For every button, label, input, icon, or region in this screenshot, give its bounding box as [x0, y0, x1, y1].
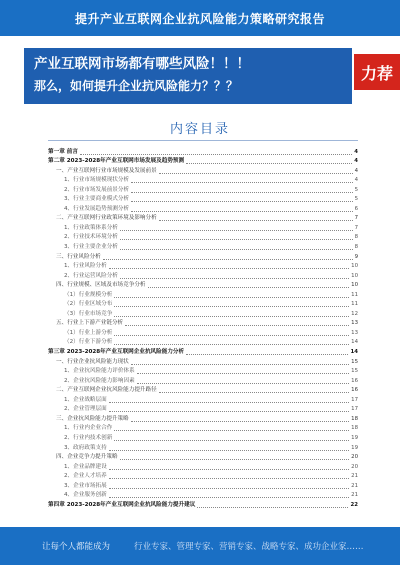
toc-entry-page: 21: [351, 482, 358, 489]
recommend-badge: [354, 54, 400, 90]
toc-entry-page: 13: [351, 329, 358, 336]
toc-entry[interactable]: [48, 175, 358, 185]
toc-entry-page: 4: [354, 167, 358, 174]
footer-roles: 行业专家、管理专家、营销专家、战略专家、成功企业家……: [134, 542, 364, 552]
toc-leader-dots: [120, 278, 349, 279]
toc-entry-title: 2、企业人才培养: [64, 473, 107, 480]
toc-entry-title: （2）行业区域分布: [64, 301, 113, 308]
toc-entry[interactable]: [48, 232, 358, 242]
toc-entry-title: 1、行业风险分析: [64, 263, 107, 270]
toc-leader-dots: [120, 239, 353, 240]
toc-entry-title: （1）行业规模分析: [64, 291, 113, 298]
toc-leader-dots: [114, 306, 349, 307]
toc-entry-title: 2、行业技术环境分析: [64, 234, 118, 241]
toc-entry-page: 17: [351, 406, 358, 413]
toc-entry[interactable]: [48, 251, 358, 261]
toc-entry[interactable]: [48, 318, 358, 328]
toc-leader-dots: [120, 459, 350, 460]
toc-entry-page: 14: [350, 349, 358, 356]
toc-entry-title: 四、企业竞争力提升策略: [56, 454, 118, 461]
toc-entry-title: 二、产业互联网行业政策环境及影响分析: [56, 215, 157, 222]
toc-leader-dots: [131, 211, 352, 212]
recommend-badge-text: 力荐: [360, 63, 393, 83]
toc-entry-title: 1、企业战略层面: [64, 396, 107, 403]
toc-entry-page: 11: [351, 291, 358, 298]
toc-entry-title: 2、企业抗风险能力影响因素: [64, 377, 135, 384]
toc-entry-title: 第一章 前言: [48, 148, 78, 155]
toc-entry[interactable]: [48, 213, 358, 223]
toc-entry-title: 三、行业风险分析: [56, 253, 101, 260]
toc-entry-page: 10: [351, 263, 358, 270]
toc-entry-page: 18: [351, 425, 358, 432]
report-header-bar: [0, 0, 400, 36]
toc-entry-title: 1、行业政策体系分析: [64, 224, 118, 231]
toc-entry-title: 2、行业内技术创新: [64, 434, 113, 441]
toc-entry[interactable]: [48, 165, 358, 175]
toc-entry-page: 19: [351, 434, 358, 441]
toc-leader-dots: [131, 192, 352, 193]
toc-leader-dots: [114, 297, 349, 298]
toc-leader-dots: [109, 488, 349, 489]
toc-entry[interactable]: [48, 299, 358, 309]
toc-entry-page: 8: [354, 234, 358, 241]
toc-entry-page: 4: [354, 148, 358, 155]
toc-entry[interactable]: [48, 461, 358, 471]
toc-entry[interactable]: [48, 261, 358, 271]
toc-title: 内容目录: [169, 122, 230, 137]
toc-leader-dots: [109, 478, 349, 479]
toc-entry-title: 4、行业发展趋势预测分析: [64, 205, 130, 212]
toc-entry-page: 12: [351, 310, 358, 317]
toc-entry-page: 7: [354, 224, 358, 231]
footer-slogan: 让每个人都能成为: [42, 542, 111, 552]
toc-entry-page: 20: [351, 463, 358, 470]
toc-entry[interactable]: [48, 184, 358, 194]
toc-entry-title: 一、行业企业抗风险能力现状: [56, 358, 129, 365]
toc-entry-title: 第二章 2023-2028年产业互联网市场发展及趋势预测: [48, 158, 185, 165]
toc-entry-title: 四、行业规模、区域及市场竞争分析: [56, 282, 146, 289]
toc-entry-page: 15: [351, 358, 358, 365]
toc-entry[interactable]: [48, 366, 358, 376]
report-title: 提升产业互联网企业抗风险能力策略研究报告: [74, 11, 325, 26]
toc-entry[interactable]: [48, 241, 358, 251]
toc-entry[interactable]: [48, 203, 358, 213]
toc-leader-dots: [131, 182, 352, 183]
toc-entry-page: 16: [351, 387, 358, 394]
toc-entry-page: 6: [354, 205, 358, 212]
toc-entry-title: （3）行业市场竞争: [64, 310, 113, 317]
toc-leader-dots: [125, 325, 349, 326]
toc-entry[interactable]: [48, 442, 358, 452]
toc-entry[interactable]: [48, 356, 358, 366]
toc-entry[interactable]: [48, 480, 358, 490]
toc-entry[interactable]: [48, 452, 358, 462]
toc-leader-dots: [159, 392, 349, 393]
toc-entry-page: 8: [354, 244, 358, 251]
toc-entry-title: 3、行业主要商业模式分析: [64, 196, 130, 203]
toc-leader-dots: [120, 230, 353, 231]
toc-entry-page: 4: [354, 177, 358, 184]
toc-leader-dots: [186, 163, 352, 164]
toc-entry[interactable]: [48, 394, 358, 404]
toc-leader-dots: [114, 335, 349, 336]
toc-entry-page: 14: [351, 339, 358, 346]
toc-leader-dots: [109, 268, 349, 269]
toc-entry[interactable]: [48, 499, 358, 509]
toc-entry[interactable]: [48, 146, 358, 156]
toc-entry[interactable]: [48, 222, 358, 232]
toc-entry-title: 1、行业内企业合作: [64, 425, 113, 432]
toc-leader-dots: [109, 497, 349, 498]
toc-entry-page: 5: [354, 196, 358, 203]
toc-leader-dots: [80, 154, 352, 155]
toc-entry-page: 17: [351, 396, 358, 403]
toc-entry-page: 21: [351, 473, 358, 480]
toc-leader-dots: [109, 402, 349, 403]
toc-entry[interactable]: [48, 337, 358, 347]
toc-entry-title: 1、企业抗风险能力评价体系: [64, 368, 135, 375]
toc-entry-title: 4、企业服务创新: [64, 492, 107, 499]
toc-leader-dots: [114, 430, 349, 431]
toc-entry[interactable]: [48, 327, 358, 337]
toc-entry-page: 16: [351, 377, 358, 384]
banner-headline: 产业互联网市场都有哪些风险！！！: [34, 56, 250, 72]
toc-entry-title: 3、企业市场拓展: [64, 482, 107, 489]
toc-entry[interactable]: [48, 194, 358, 204]
toc-entry[interactable]: [48, 385, 358, 395]
toc-leader-dots: [103, 259, 353, 260]
toc-entry[interactable]: [48, 280, 358, 290]
toc-entry-page: 10: [351, 272, 358, 279]
toc-entry-page: 13: [351, 320, 358, 327]
toc-leader-dots: [114, 344, 349, 345]
toc-entry[interactable]: [48, 490, 358, 500]
toc-entry[interactable]: [48, 346, 358, 356]
toc-entry-title: 3、行业主要企业分析: [64, 244, 118, 251]
toc-entry[interactable]: [48, 423, 358, 433]
toc-entry[interactable]: [48, 270, 358, 280]
toc-entry-title: （1）行业上游分析: [64, 329, 113, 336]
banner-subheadline: 那么，如何提升企业抗风险能力？？？: [34, 79, 239, 93]
toc-entry-page: 18: [351, 415, 358, 422]
toc-leader-dots: [186, 354, 348, 355]
toc-leader-dots: [131, 201, 352, 202]
toc-entry-page: 21: [351, 492, 358, 499]
toc-entry-title: 1、行业市场规模现状分析: [64, 177, 130, 184]
toc-entry-title: 二、产业互联网企业抗风险能力提升路径: [56, 387, 157, 394]
toc-entry-title: 1、企业品牌建设: [64, 463, 107, 470]
toc-entry-page: 22: [350, 501, 358, 508]
toc-entry-title: 三、企业抗风险能力提升策略: [56, 415, 129, 422]
toc-entry[interactable]: [48, 156, 358, 166]
toc-entry-title: 一、产业互联网行业市场规模及发展前景: [56, 167, 157, 174]
toc-leader-dots: [159, 173, 353, 174]
toc-entry-page: 20: [351, 454, 358, 461]
toc-leader-dots: [114, 316, 349, 317]
toc-entry-title: 2、行业运营风险分析: [64, 272, 118, 279]
toc-entry[interactable]: [48, 404, 358, 414]
toc-entry[interactable]: [48, 432, 358, 442]
toc-entry-page: 11: [351, 301, 358, 308]
toc-entry-page: 7: [354, 215, 358, 222]
toc-leader-dots: [148, 287, 350, 288]
toc-entry-page: 10: [351, 282, 358, 289]
toc-entry-title: 五、行业上下游产业链分析: [56, 320, 124, 327]
toc-entry[interactable]: [48, 375, 358, 385]
toc-entry-title: 2、行业市场发展前景分析: [64, 186, 130, 193]
toc-entry[interactable]: [48, 308, 358, 318]
toc-entry-title: （2）行业下游分析: [64, 339, 113, 346]
toc-entry-title: 3、政府政策支持: [64, 444, 107, 451]
toc-entry-title: 2、企业管理层面: [64, 406, 107, 413]
toc-entry[interactable]: [48, 413, 358, 423]
toc-entry[interactable]: [48, 289, 358, 299]
toc-leader-dots: [159, 220, 353, 221]
toc-leader-dots: [131, 421, 349, 422]
toc-entry-page: 15: [351, 368, 358, 375]
toc-entry[interactable]: [48, 471, 358, 481]
toc-leader-dots: [114, 440, 349, 441]
toc-leader-dots: [109, 450, 349, 451]
toc-entry-title: 第四章 2023-2028年产业互联网企业抗风险能力提升建议: [48, 501, 196, 508]
toc-leader-dots: [197, 507, 348, 508]
toc-entry-page: 9: [354, 253, 358, 260]
toc-leader-dots: [120, 249, 353, 250]
toc-leader-dots: [137, 383, 349, 384]
toc-entry-page: 19: [351, 444, 358, 451]
table-of-contents: [48, 146, 358, 509]
toc-divider: [48, 140, 358, 141]
toc-leader-dots: [109, 469, 349, 470]
toc-leader-dots: [137, 373, 349, 374]
toc-entry-page: 5: [354, 186, 358, 193]
toc-leader-dots: [109, 411, 349, 412]
promo-banner: [24, 48, 352, 104]
toc-entry-title: 第三章 2023-2028年产业互联网企业抗风险能力分析: [48, 349, 185, 356]
footer-bar: [0, 527, 400, 565]
toc-leader-dots: [131, 364, 349, 365]
toc-entry-page: 4: [354, 158, 358, 165]
